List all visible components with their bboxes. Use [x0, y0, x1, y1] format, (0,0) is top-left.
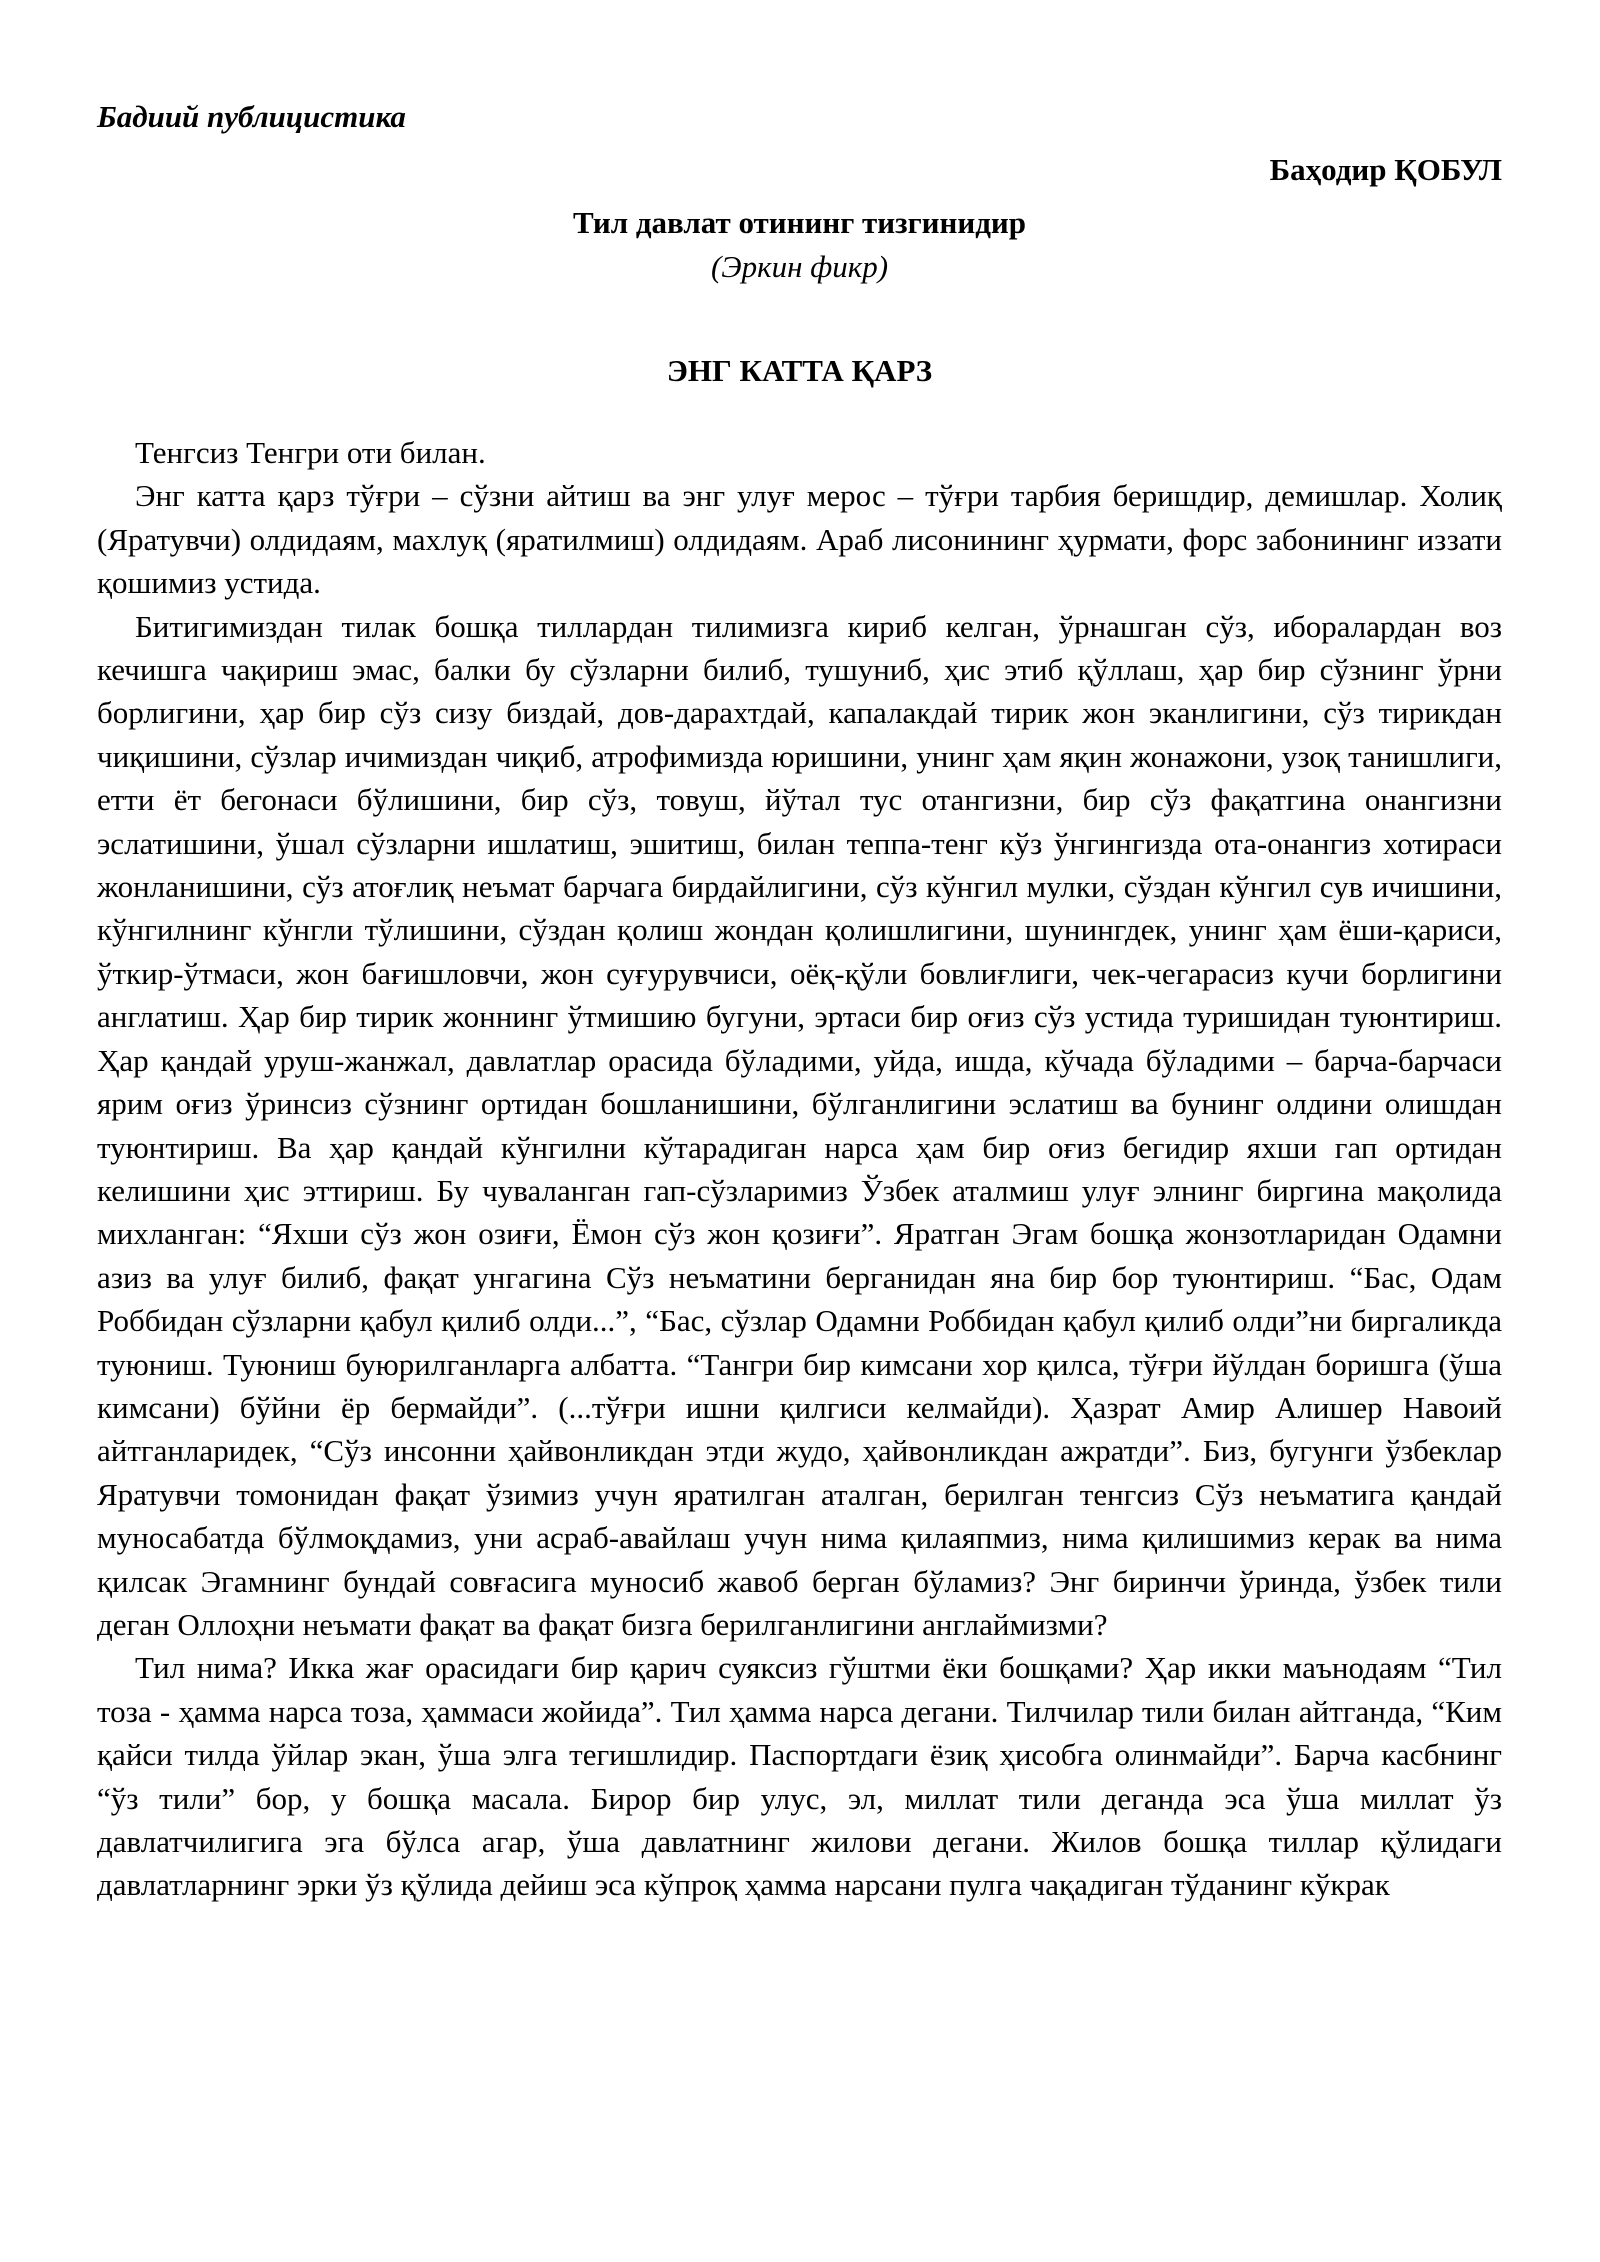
author-name: Баҳодир ҚОБУЛ: [1269, 152, 1502, 187]
rubric-label: Бадиий публицистика: [97, 99, 406, 134]
article-title: Тил давлат отининг тизгинидир: [572, 205, 1027, 240]
paragraph-1: Тенгсиз Тенгри оти билан.: [135, 435, 486, 470]
paragraph-3: Битигимиздан тилак бошқа тиллардан тилимизга кириб келган, ўрнашган сўз, иборалардан воз кечишга чақириш эмас, балки бу сўзларни билиб, тушуниб, ҳис этиб қўллаш, ҳар бир сўзнинг ўрни борлигини, ҳар бир сўз сизу биздай, дов-дарахтдай, капалакдай тирик жон эканлигини, сўз тирикдан чиқишини, сўзлар ичимиздан чиқиб, атрофимизда юришини, унинг ҳам яқин жонажони, узоқ танишлиги, етти ёт бегонаси бўлишини, бир сўз, товуш, йўтал тус отангизни, бир сўз фақатгина онангизни эслатишини, ўшал сўзларни ишлатиш, эшитиш, билан теппа-тенг кўз ўнгингизда ота-онангиз хотираси жонланишини, сўз атоғлиқ неъмат барчага бирдайлигини, сўз кўнгил мулки, сўздан кўнгил сув ичишини, кўнгилнинг кўнгли тўлишини, сўздан қолиш жондан қолишлигини, шунингдек, унинг ҳам ёши-қариси, ўткир-ўтмаси, жон бағишловчи, жон суғурувчиси, оёқ-қўли бовлиғлиги, чек-чегарасиз кучи борлигини англатиш. Ҳар бир тирик жоннинг ўтмишию бугуни, эртаси бир оғиз сўз устида туришидан туюнтириш. Ҳар қандай уруш-жанжал, давлатлар орасида бўладими, уйда, ишда, кўчада бўладими – барча-барчаси ярим оғиз ўринсиз сўзнинг ортидан бошланишини, бўлганлигини эслатиш ва бунинг олдини олишдан туюнтириш. Ва ҳар қандай кўнгилни кўтарадиган нарса ҳам бир оғиз бегидир яхши гап ортидан келишини ҳис эттириш. Бу чуваланган гап-сўзларимиз Ўзбек аталмиш улуғ элнинг биргина мақолида михланган: “Яхши сўз жон озиғи, Ёмон сўз жон қозиғи”. Яратган Эгам бошқа жонзотларидан Одамни азиз ва улуғ билиб, фақат унгагина Сўз неъматини берганидан яна бир бор туюнтириш. “Бас, Одам Роббидан сўзларни қабул қилиб олди...”, “Бас, сўзлар Одамни Роббидан қабул қилиб олди”ни биргаликда туюниш. Туюниш буюрилганларга албатта. “Тангри бир кимсани хор қилса, тўғри йўлдан боришга (ўша кимсани) бўйни ёр бермайди”. (...тўғри ишни қилгиси келмайди). Ҳазрат Амир Алишер Навоий айтганларидек, “Сўз инсонни ҳайвонликдан этди жудо, ҳайвонликдан ажратди”. Биз, бугунги ўзбеклар Яратувчи томонидан фақат ўзимиз учун яратилган аталган, берилган тенгсиз Сўз неъматига қандай муносабатда бўлмоқдамиз, уни асраб-авайлаш учун нима қилаяпмиз, нима қилишимиз керак ва нима қилсак Эгамнинг бундай совғасига муносиб жавоб берган бўламиз? Энг биринчи ўринда, ўзбек тили деган Оллоҳни неъмати фақат ва фақат бизга берилганлигини англаймизми?: [97, 608, 1502, 1642]
article-body: [97, 431, 1502, 1907]
document-page: [97, 95, 1502, 1907]
paragraph-2: Энг катта қарз тўғри – сўзни айтиш ва энг улуғ мерос – тўғри тарбия беришдир, демишлар. Холиқ (Яратувчи) олдидаям, махлуқ (яратилмиш) олдидаям. Араб лисонининг ҳурмати, форс забонининг иззати қошимиз устида.: [97, 478, 1502, 601]
paragraph-4: Тил нима? Икка жағ орасидаги бир қарич суяксиз гўштми ёки бошқами? Ҳар икки маънодаям “Тил тоза - ҳамма нарса тоза, ҳаммаси жойида”. Тил ҳамма нарса дегани. Тилчилар тили билан айтганда, “Ким қайси тилда ўйлар экан, ўша элга тегишлидир. Паспортдаги ёзиқ ҳисобга олинмайди”. Барча касбнинг “ўз тили” бор, у бошқа масала. Бирор бир улус, эл, миллат тили деганда эса ўша миллат ўз давлатчилигига эга бўлса агар, ўша давлатнинг жилови дегани. Жилов бошқа тиллар қўлидаги давлатларнинг эрки ўз қўлида дейиш эса кўпроқ ҳамма нарсани пулга чақадиган тўданинг кўкрак: [97, 1650, 1502, 1903]
section-heading: ЭНГ КАТТА ҚАРЗ: [666, 353, 933, 388]
article-subtitle: (Эркин фикр): [710, 249, 889, 284]
